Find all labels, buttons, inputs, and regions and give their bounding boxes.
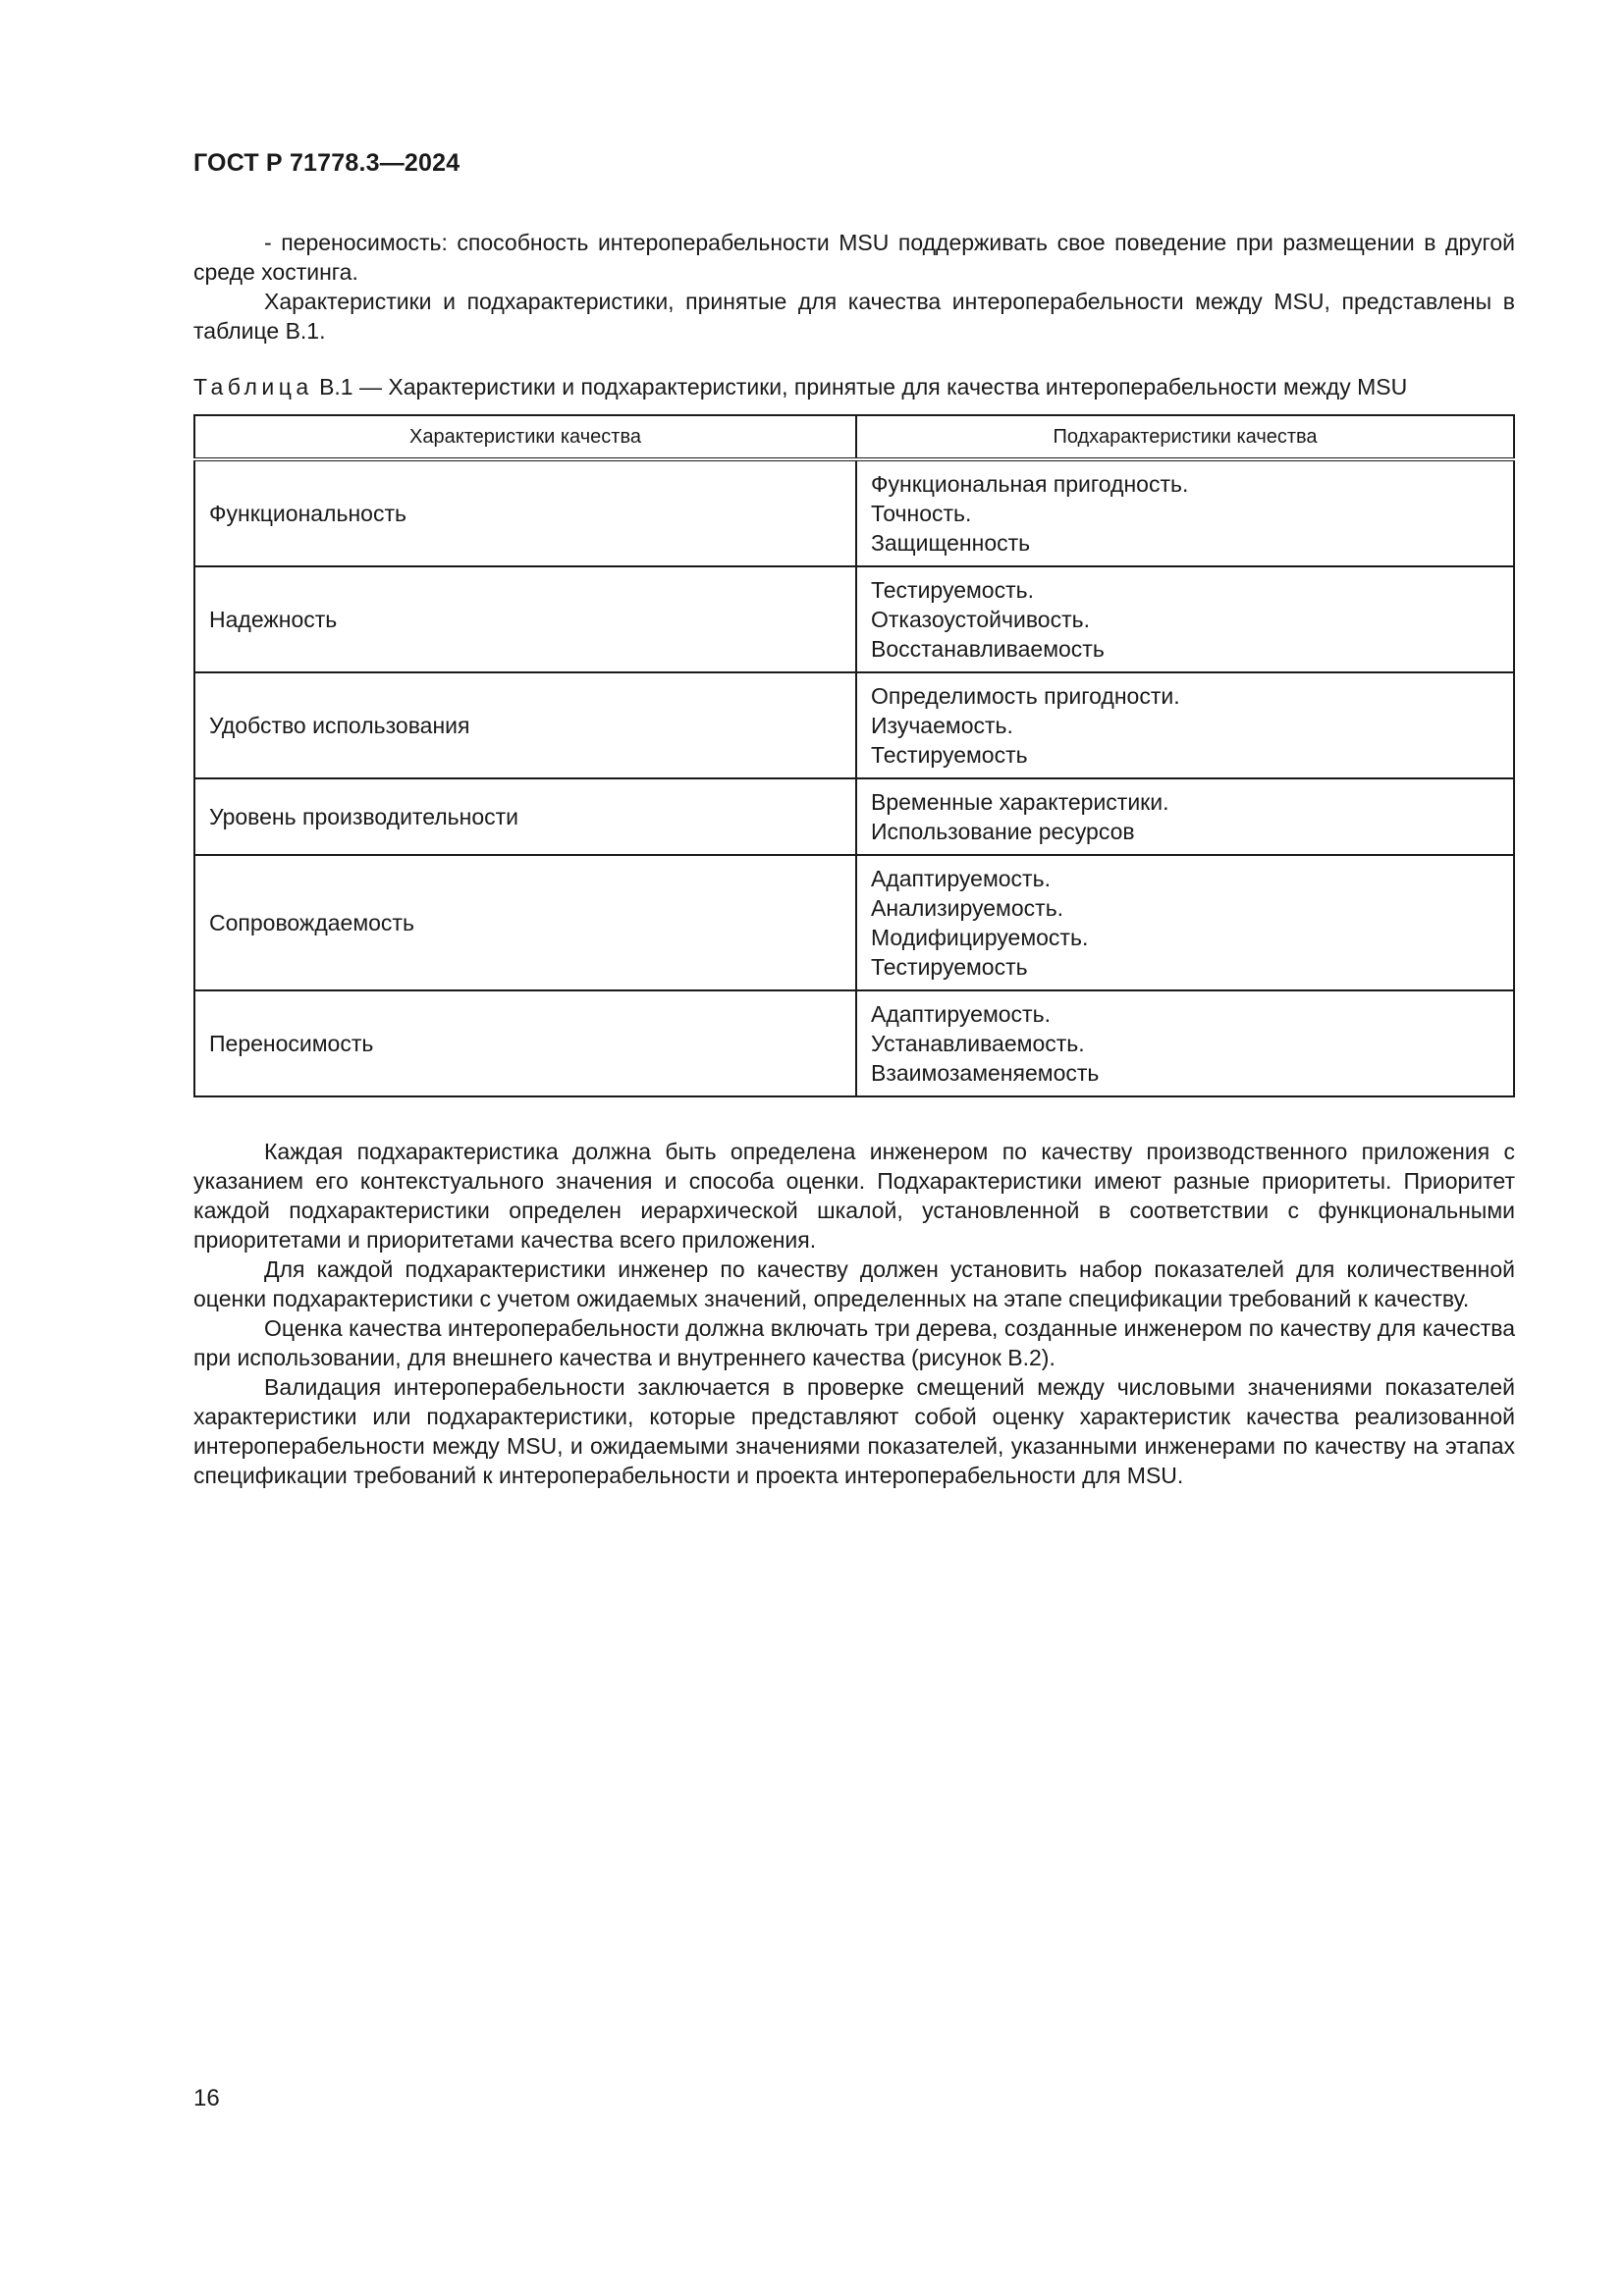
- subcharacteristics-cell: [856, 459, 1514, 566]
- intro-text: [193, 228, 1515, 346]
- body-text: [193, 1137, 1515, 1490]
- characteristic-cell: Переносимость: [194, 990, 856, 1096]
- paragraph: Оценка качества интероперабельности должна включать три дерева, созданные инженером по качеству для качества при использовании, для внешнего качества и внутреннего качества (рисунок В.2).: [193, 1315, 1515, 1370]
- subcharacteristics-cell: [856, 855, 1514, 990]
- document-page: [193, 0, 1515, 2296]
- table-row: [194, 855, 1514, 990]
- table-row: [194, 672, 1514, 778]
- document-header: ГОСТ Р 71778.3—2024: [193, 149, 460, 177]
- table-row: [194, 459, 1514, 566]
- paragraph: Валидация интероперабельности заключается в проверке смещений между числовыми значениями показателей характеристики или подхарактеристики, которые представляют собой оценку характеристик качества реализованной интероперабельности между MSU, и ожидаемыми значениями показателей, указанными инженерами по качеству на этапах спецификации требований к интероперабельности и проекта интероперабельности для MSU.: [193, 1374, 1515, 1488]
- subcharacteristics-cell: [856, 778, 1514, 855]
- subcharacteristic: Временные характеристики.: [871, 789, 1169, 815]
- characteristic-cell: Сопровождаемость: [194, 855, 856, 990]
- table-row: [194, 990, 1514, 1096]
- quality-table: [193, 414, 1515, 1097]
- characteristic-cell: Функциональность: [194, 459, 856, 566]
- characteristic-cell: Уровень производительности: [194, 778, 856, 855]
- paragraph: - переносимость: способность интероперабельности MSU поддерживать свое поведение при размещении в другой среде хостинга.: [193, 230, 1515, 285]
- table-header-row: [194, 415, 1514, 459]
- subcharacteristic: Восстанавливаемость: [871, 636, 1105, 662]
- subcharacteristic: Определимость пригодности.: [871, 683, 1180, 709]
- subcharacteristic: Взаимозаменяемость: [871, 1060, 1100, 1086]
- subcharacteristic: Изучаемость.: [871, 713, 1013, 738]
- subcharacteristic: Использование ресурсов: [871, 819, 1135, 844]
- subcharacteristic: Адаптируемость.: [871, 866, 1051, 891]
- table-caption-text: В.1 — Характеристики и подхарактеристики, принятые для качества интероперабельности между MSU: [319, 374, 1408, 400]
- table-caption: [193, 372, 1515, 401]
- subcharacteristics-cell: [856, 566, 1514, 672]
- subcharacteristic: Модифицируемость.: [871, 925, 1089, 950]
- table-row: [194, 778, 1514, 855]
- subcharacteristics-cell: [856, 672, 1514, 778]
- subcharacteristic: Тестируемость.: [871, 577, 1035, 603]
- subcharacteristic: Устанавливаемость.: [871, 1031, 1085, 1056]
- table-row: [194, 566, 1514, 672]
- subcharacteristics-cell: [856, 990, 1514, 1096]
- subcharacteristic: Функциональная пригодность.: [871, 471, 1189, 497]
- table-caption-prefix: Таблица: [193, 374, 313, 400]
- paragraph: Для каждой подхарактеристики инженер по качеству должен установить набор показателей для количественной оценки подхарактеристики с учетом ожидаемых значений, определенных на этапе спецификации требований к качеству.: [193, 1256, 1515, 1311]
- paragraph: Характеристики и подхарактеристики, принятые для качества интероперабельности между MSU, представлены в таблице В.1.: [193, 289, 1515, 344]
- subcharacteristic: Точность.: [871, 501, 972, 526]
- subcharacteristic: Защищенность: [871, 530, 1031, 556]
- page-number: 16: [193, 2085, 220, 2111]
- subcharacteristic: Анализируемость.: [871, 895, 1064, 921]
- paragraph: Каждая подхарактеристика должна быть определена инженером по качеству производственного приложения с указанием его контекстуального значения и способа оценки. Подхарактеристики имеют разные приоритеты. Приоритет каждой подхарактеристики определен иерархической шкалой, установленной в соответствии с функциональными приоритетами и приоритетами качества всего приложения.: [193, 1139, 1515, 1253]
- subcharacteristic: Тестируемость: [871, 742, 1028, 768]
- characteristic-cell: Надежность: [194, 566, 856, 672]
- column-header: Подхарактеристики качества: [856, 415, 1514, 459]
- column-header: Характеристики качества: [194, 415, 856, 459]
- subcharacteristic: Отказоустойчивость.: [871, 607, 1090, 632]
- subcharacteristic: Тестируемость: [871, 954, 1028, 980]
- subcharacteristic: Адаптируемость.: [871, 1001, 1051, 1027]
- characteristic-cell: Удобство использования: [194, 672, 856, 778]
